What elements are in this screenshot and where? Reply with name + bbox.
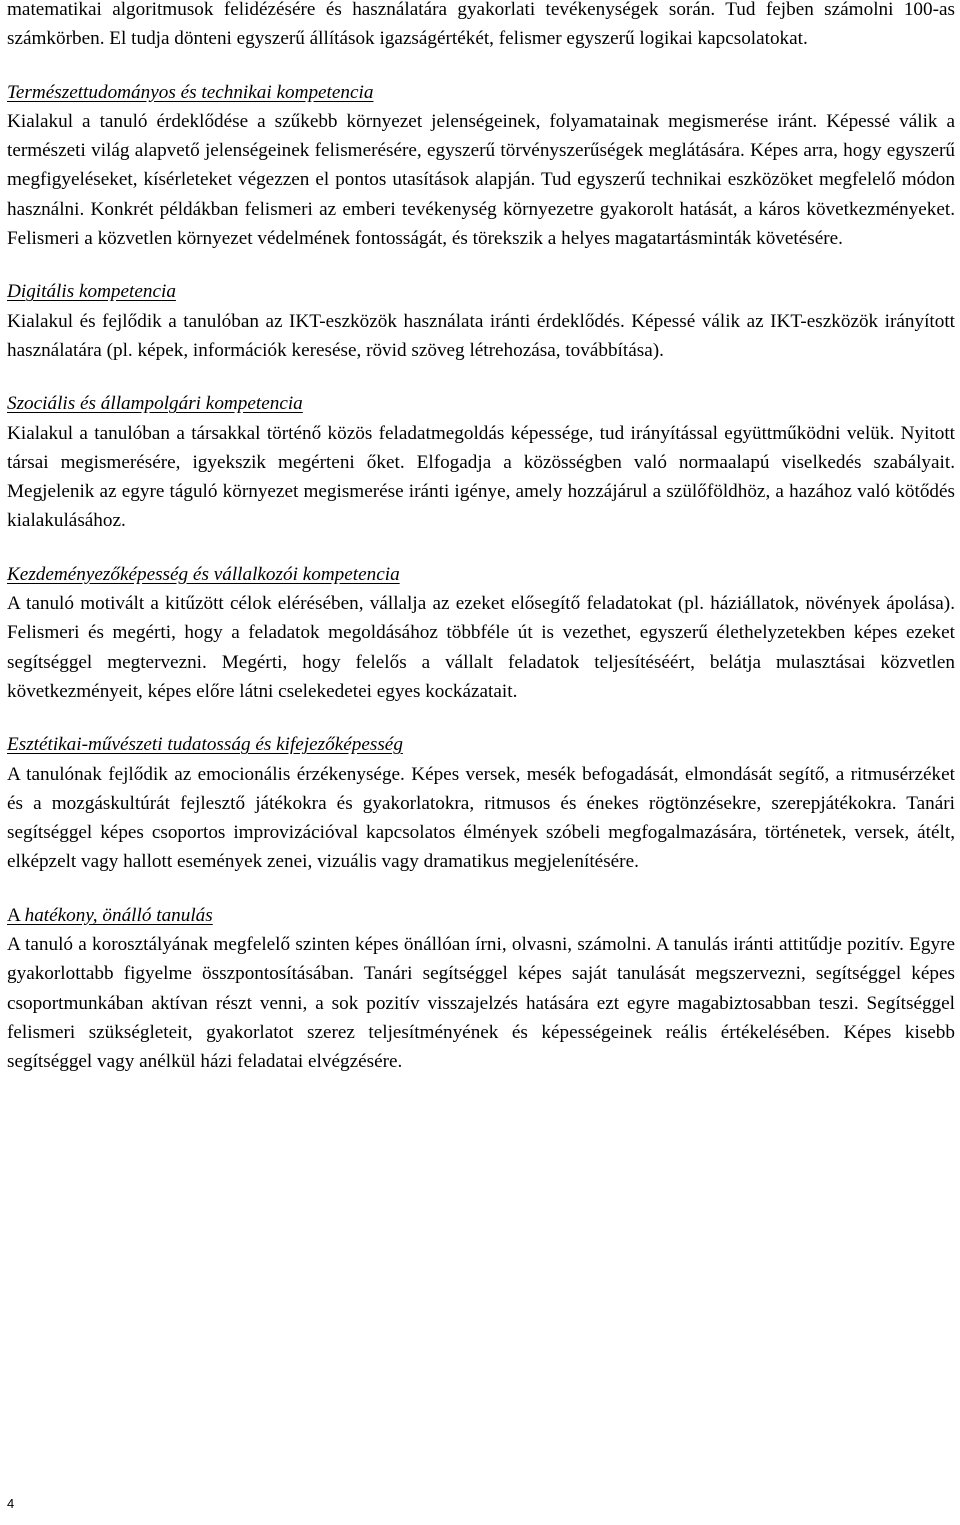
section-body: A tanuló a korosztályának megfelelő szinten képes önállóan írni, olvasni, számolni. A tanulás iránti attitűdje pozitív. Egyre gyakorlottabb figyelme összpontosításában. Tanári segítséggel képes saját tanulását megszervezni, segítséggel képes csoportmunkában aktívan részt venni, a sok pozitív visszajelzés hatására ezt egyre magabiztosabban teszi. Segítséggel felismeri szükségleteit, gyakorlatot szerez teljesítményének és képességeinek reális értékelésében. Képes kisebb segítséggel vagy anélkül házi feladatai elvégzésére. xyxy=(7,934,955,1073)
section-heading: Kezdeményezőképesség és vállalkozói kompetencia xyxy=(7,563,400,585)
document-page xyxy=(7,0,955,1077)
section-social-civic xyxy=(7,389,955,535)
intro-paragraph: matematikai algoritmusok felidézésére és használatára gyakorlati tevékenységek során. Tud fejben számolni 100-as számkörben. El tudja dönteni egyszerű állítások igazságértékét, felismer egyszerű logikai kapcsolatokat. xyxy=(7,0,955,50)
section-body: Kialakul a tanuló érdeklődése a szűkebb környezet jelenségeinek, folyamatainak megismerése iránt. Képessé válik a természeti világ alapvető jelenségeinek felismerésére, egyszerű törvényszerűségek meglátására. Képes arra, hogy egyszerű megfigyeléseket, kísérleteket végezzen el pontos utasítások alapján. Tud egyszerű technikai eszközöket megfelelő módon használni. Konkrét példákban felismeri az emberi tevékenység környezetre gyakorolt hatását, a káros következményeket. Felismeri a közvetlen környezet védelmének fontosságát, és törekszik a helyes magatartásminták követésére. xyxy=(7,110,955,250)
section-science-technical xyxy=(7,78,955,254)
section-initiative-entrepreneurship xyxy=(7,560,955,706)
section-aesthetic-artistic xyxy=(7,730,955,876)
section-body: A tanuló motivált a kitűzött célok elérésében, vállalja az ezeket elősegítő feladatokat (pl. háziállatok, növények ápolása). Felismeri és megérti, hogy a feladatok megoldásához többféle út is vezethet, egyszerű élethelyzetekben képes ezeket segítséggel megtervezni. Megérti, hogy felelős a vállalt feladatok teljesítéséért, belátja mulasztásai közvetlen következményeit, képes előre látni cselekedetei egyes kockázatait. xyxy=(7,593,955,702)
section-heading xyxy=(7,901,955,930)
section-digital xyxy=(7,277,955,365)
section-heading-prefix: A xyxy=(7,904,25,926)
section-heading: Természettudományos és technikai kompetencia xyxy=(7,81,374,103)
section-heading: Szociális és állampolgári kompetencia xyxy=(7,393,303,415)
section-body: A tanulónak fejlődik az emocionális érzékenysége. Képes versek, mesék befogadását, elmondását segítő, a ritmusérzéket és a mozgáskultúrát fejlesztő játékokra és gyakorlatokra, ritmusos és énekes rögtönzésekre, szerepjátékokra. Tanári segítséggel képes csoportos improvizációval kapcsolatos élmények szóbeli megfogalmazására, történetek, versek, átélt, elképzelt vagy hallott események zenei, vizuális vagy dramatikus megjelenítésére. xyxy=(7,763,955,873)
section-heading: Digitális kompetencia xyxy=(7,281,176,303)
section-body: Kialakul és fejlődik a tanulóban az IKT-eszközök használata iránti érdeklődés. Képessé válik az IKT-eszközök irányított használatára (pl. képek, információk keresése, rövid szöveg létrehozása, továbbítása). xyxy=(7,310,955,361)
section-heading-text: hatékony, önálló tanulás xyxy=(24,904,213,926)
section-effective-learning xyxy=(7,901,955,1077)
section-body: Kialakul a tanulóban a társakkal történő közös feladatmegoldás képessége, tud irányítással együttműködni velük. Nyitott társai megismerésére, igyekszik megérteni őket. Elfogadja a közösségben való normaalapú viselkedés szabályait. Megjelenik az egyre táguló környezet megismerése iránti igénye, amely hozzájárul a szülőföldhöz, a hazához való kötődés kialakulásához. xyxy=(7,422,955,532)
section-heading: Esztétikai-művészeti tudatosság és kifejezőképesség xyxy=(7,734,403,756)
page-number: 4 xyxy=(7,1496,15,1511)
